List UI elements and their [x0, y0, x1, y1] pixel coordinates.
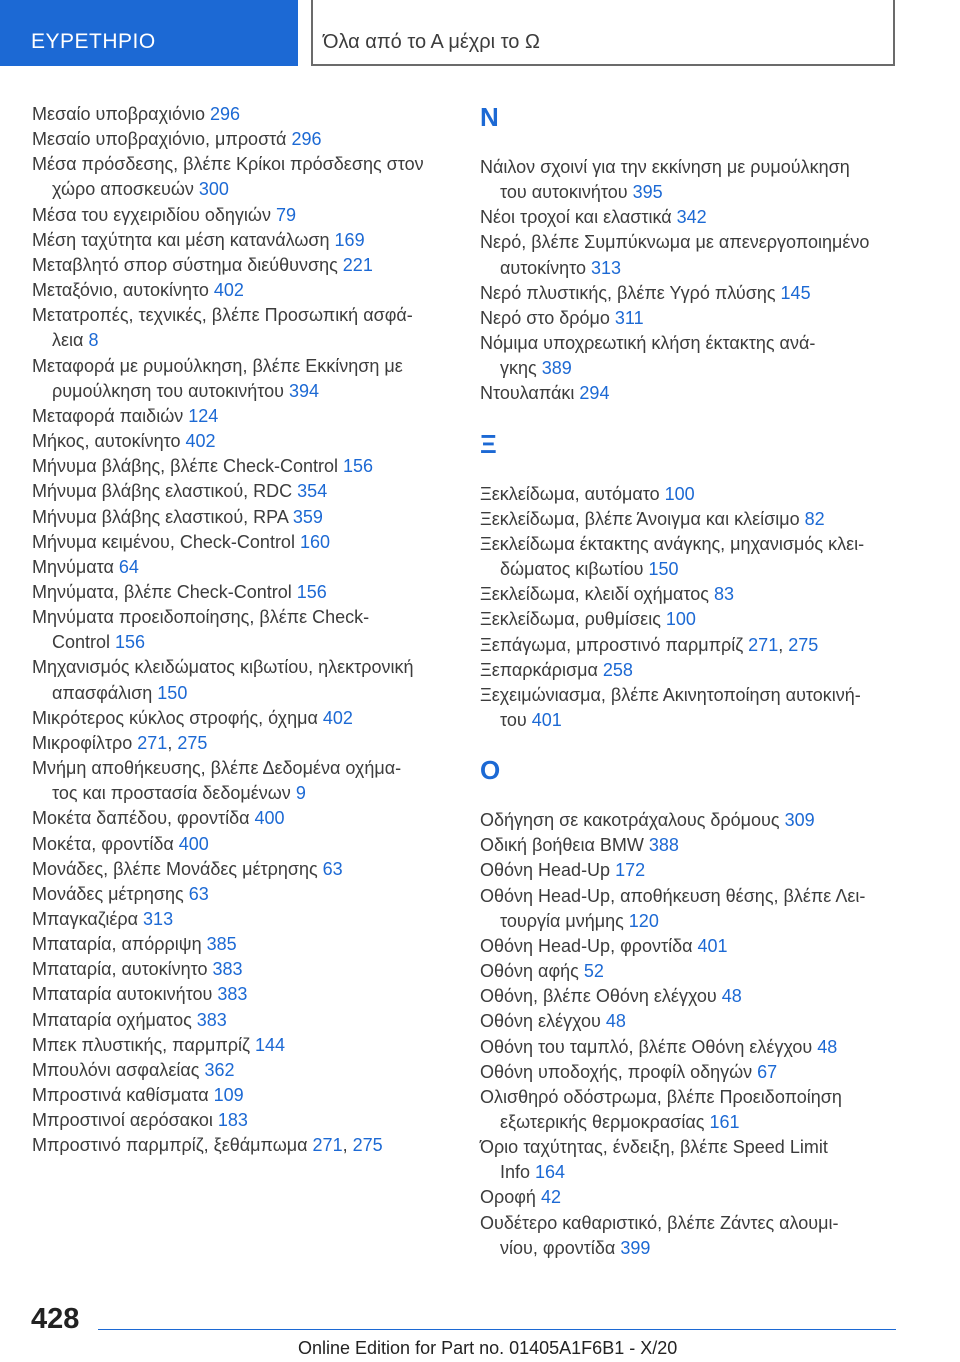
index-entry-text: Μνήμη αποθήκευσης, βλέπε Δεδομένα οχήμα- — [32, 758, 402, 779]
page-reference-link[interactable]: 294 — [579, 383, 610, 404]
index-entry — [480, 833, 900, 858]
index-entry-text: Οθόνη Head-Up, αποθήκευση θέσης, βλέπε Λει- — [480, 885, 866, 906]
index-entry — [480, 934, 900, 959]
index-entry-text: Μπαταρία, αυτοκίνητο — [32, 959, 213, 980]
index-entry — [32, 832, 452, 857]
index-entry — [480, 582, 900, 607]
index-entry-text: αυτοκίνητο — [500, 257, 591, 278]
page-reference-link[interactable]: 63 — [322, 858, 343, 879]
index-entry — [32, 806, 452, 831]
page-reference-link[interactable]: 402 — [322, 707, 353, 728]
page-reference-link[interactable]: 401 — [531, 709, 562, 730]
page-reference-link[interactable]: 109 — [213, 1085, 244, 1106]
index-entry-text: Οθόνη υποδοχής, προφίλ οδηγών — [480, 1061, 758, 1082]
page-reference-link[interactable]: 156 — [343, 456, 374, 477]
page-reference-link[interactable]: 100 — [664, 483, 695, 504]
index-entry-text: Μοκέτα δαπέδου, φροντίδα — [32, 808, 255, 829]
index-entry-text: Μηνύματα προειδοποίησης, βλέπε Check- — [32, 607, 370, 628]
index-entry — [32, 454, 452, 479]
index-entry — [480, 306, 900, 331]
index-entry — [32, 479, 452, 504]
index-entry — [32, 982, 452, 1007]
index-entry — [32, 555, 452, 580]
page-reference-link[interactable]: 124 — [188, 405, 219, 426]
page-reference-link[interactable]: 63 — [188, 883, 209, 904]
index-entry — [32, 1108, 452, 1133]
index-entry-text: Οδική βοήθεια BMW — [480, 835, 649, 856]
index-entry-text: Μπροστινοί αερόσακοι — [32, 1110, 218, 1131]
index-entry-text: Ξεκλείδωμα, ρυθμίσεις — [480, 609, 666, 630]
index-entry-text: Μέσα του εγχειριδίου οδηγιών — [32, 204, 276, 225]
index-entry-text: Μήνυμα κειμένου, Check-Control — [32, 531, 300, 552]
index-entry — [480, 281, 900, 306]
page-reference-link[interactable]: 313 — [143, 909, 174, 929]
index-entry-text: Μοκέτα, φροντίδα — [32, 833, 179, 854]
index-entry — [480, 858, 900, 883]
index-entry — [480, 607, 900, 632]
index-entry — [32, 731, 452, 756]
index-entry-text: Μήνυμα βλάβης ελαστικού, RDC — [32, 481, 298, 502]
page-reference-link[interactable]: 156 — [296, 581, 327, 602]
page-reference-link[interactable]: 160 — [299, 531, 330, 552]
page-reference-link[interactable]: 150 — [648, 559, 679, 580]
index-entry-text: Info — [500, 1162, 536, 1183]
index-entry — [480, 808, 900, 833]
page-reference-link[interactable]: 401 — [697, 935, 728, 956]
page-reference-link[interactable]: 313 — [591, 257, 622, 278]
index-entry — [480, 884, 900, 934]
index-entry-text: Ολισθηρό οδόστρωμα, βλέπε Προειδοποίηση — [480, 1086, 842, 1107]
index-entry — [32, 706, 452, 731]
index-entry-text: Ξεχειμώνιασμα, βλέπε Ακινητοποίηση αυτοκινή- — [480, 684, 861, 705]
index-entry — [32, 1133, 452, 1158]
page-reference-link[interactable]: 271 — [748, 634, 779, 655]
index-entry — [480, 155, 900, 205]
index-entry-text: Οδήγηση σε κακοτράχαλους δρόμους — [480, 810, 785, 831]
index-entry — [480, 959, 900, 984]
index-entry-text: του — [500, 709, 532, 730]
index-entry-text: χώρο αποσκευών — [52, 179, 199, 200]
index-entry — [480, 633, 900, 658]
index-entry — [32, 1058, 452, 1083]
page-reference-link[interactable]: 354 — [297, 481, 328, 502]
page-reference-link[interactable]: 275 — [177, 732, 208, 753]
index-entry-text: Control — [52, 632, 116, 653]
index-entry-text: Νάιλον σχοινί για την εκκίνηση με ρυμούλκηση — [480, 157, 850, 177]
index-entry — [32, 907, 452, 932]
index-entry-text: Μπαταρία οχήματος — [32, 1009, 197, 1030]
index-entry-text: Μηχανισμός κλειδώματος κιβωτίου, ηλεκτρονική — [32, 657, 414, 678]
index-entry-text: Οθόνη αφής — [480, 961, 584, 982]
index-entry-text: Οθόνη Head-Up — [480, 860, 616, 881]
page-reference-link[interactable]: 275 — [352, 1135, 383, 1156]
index-entry-text: Μεταφορά με ρυμούλκηση, βλέπε Εκκίνηση με — [32, 355, 403, 376]
index-entry-text: Μήκος, αυτοκίνητο — [32, 431, 186, 452]
index-entry-text: γκης — [500, 358, 542, 379]
page-reference-link[interactable]: 183 — [217, 1110, 248, 1131]
page-number: 428 — [31, 1303, 80, 1335]
page-reference-link[interactable]: 383 — [196, 1009, 227, 1030]
page-reference-link[interactable]: 67 — [757, 1061, 778, 1082]
ref-separator: , — [778, 634, 789, 655]
index-entry — [32, 228, 452, 253]
index-entry-text: Μήνυμα βλάβης ελαστικού, RPA — [32, 506, 293, 527]
page-reference-link[interactable]: 402 — [213, 280, 244, 301]
page-reference-link[interactable]: 383 — [212, 959, 243, 980]
index-entry-text: Μπροστινά καθίσματα — [32, 1085, 214, 1106]
index-entry-text: Νερό στο δρόμο — [480, 307, 615, 328]
page-reference-link[interactable]: 120 — [628, 910, 659, 931]
index-entry-text: Μικροφίλτρο — [32, 732, 138, 753]
page-reference-link[interactable]: 296 — [291, 129, 322, 150]
page-reference-link[interactable]: 389 — [541, 358, 572, 379]
page-title: Όλα από το Α μέχρι το Ω — [311, 0, 895, 66]
page-reference-link[interactable]: 8 — [88, 330, 99, 351]
page-reference-link[interactable]: 145 — [780, 282, 811, 303]
index-entry-text: τος και προστασία δεδομένων — [52, 783, 296, 804]
page-reference-link[interactable]: 82 — [804, 508, 825, 529]
index-entry — [32, 530, 452, 555]
index-entry — [32, 655, 452, 705]
page-reference-link[interactable]: 156 — [115, 632, 146, 653]
index-column-right — [480, 102, 900, 1261]
index-entry — [480, 331, 900, 381]
page-reference-link[interactable]: 388 — [648, 835, 679, 856]
index-entry-text: Μπαταρία, απόρριψη — [32, 934, 207, 955]
page-reference-link[interactable]: 359 — [292, 506, 323, 527]
index-entry — [32, 127, 452, 152]
index-entry-text: Μήνυμα βλάβης, βλέπε Check-Control — [32, 456, 344, 477]
index-entry-text: Μέσα πρόσδεσης, βλέπε Κρίκοι πρόσδεσης στον — [32, 154, 424, 175]
page-reference-link[interactable]: 9 — [295, 783, 306, 804]
index-entry-text: Μεταφορά παιδιών — [32, 405, 189, 426]
edition-text: Online Edition for Part no. 01405A1F6B1 - X/20 — [298, 1338, 678, 1358]
index-entry — [32, 1033, 452, 1058]
index-entry-text: Μπαταρία αυτοκινήτου — [32, 984, 218, 1005]
index-entry-text: Ξεπαρκάρισμα — [480, 659, 603, 680]
page-reference-link[interactable]: 271 — [137, 732, 168, 753]
page-reference-link[interactable]: 394 — [289, 380, 320, 401]
index-entry — [480, 230, 900, 280]
page-reference-link[interactable]: 395 — [632, 182, 663, 203]
index-entry-text: Ουδέτερο καθαριστικό, βλέπε Ζάντες αλουμι- — [480, 1212, 839, 1233]
index-entry-text: εξωτερικής θερμοκρασίας — [500, 1112, 710, 1132]
page-reference-link[interactable]: 385 — [206, 934, 237, 955]
index-entry-text: Οθόνη του ταμπλό, βλέπε Οθόνη ελέγχου — [480, 1036, 818, 1057]
index-tab[interactable]: ΕΥΡΕΤΗΡΙΟ — [0, 0, 298, 66]
index-entry-text: Μεταβλητό σπορ σύστημα διεύθυνσης — [32, 254, 343, 275]
index-entry — [480, 532, 900, 582]
index-entry — [480, 1135, 900, 1185]
index-entry-text: Ξεκλείδωμα έκτακτης ανάγκης, μηχανισμός κλει- — [480, 533, 865, 554]
index-column-left — [32, 102, 452, 1159]
index-entry — [480, 658, 900, 683]
index-entry — [32, 152, 452, 202]
index-entry-text: Μηνύματα, βλέπε Check-Control — [32, 581, 297, 602]
index-entry — [480, 1035, 900, 1060]
index-entry — [480, 1009, 900, 1034]
index-entry-text: Μετατροπές, τεχνικές, βλέπε Προσωπική ασφά- — [32, 305, 413, 326]
page-reference-link[interactable]: 258 — [602, 659, 633, 680]
index-entry — [32, 253, 452, 278]
page-reference-link[interactable]: 161 — [709, 1112, 740, 1132]
index-entry — [480, 1085, 900, 1135]
index-entry-text: του αυτοκινήτου — [500, 182, 633, 203]
page-reference-link[interactable]: 400 — [178, 833, 209, 854]
page-reference-link[interactable]: 42 — [540, 1187, 561, 1208]
page-reference-link[interactable]: 383 — [217, 984, 248, 1005]
index-entry — [32, 756, 452, 806]
page-reference-link[interactable]: 400 — [254, 808, 285, 829]
page-reference-link[interactable]: 309 — [784, 810, 815, 831]
ref-separator: , — [167, 732, 178, 753]
index-entry-text: Μπουλόνι ασφαλείας — [32, 1059, 205, 1080]
page-reference-link[interactable]: 79 — [275, 204, 296, 225]
index-entry — [32, 932, 452, 957]
index-entry-text: νίου, φροντίδα — [500, 1237, 621, 1258]
index-entry — [480, 482, 900, 507]
index-entry — [32, 278, 452, 303]
index-entry — [32, 404, 452, 429]
index-entry-text: Μπροστινό παρμπρίζ, ξεθάμπωμα — [32, 1135, 313, 1156]
section-letter: N — [480, 102, 499, 132]
index-entry — [32, 605, 452, 655]
index-entry — [480, 1060, 900, 1085]
index-entry-text: Μονάδες, βλέπε Μονάδες μέτρησης — [32, 858, 323, 879]
index-entry-text: Νερό, βλέπε Συμπύκνωμα με απενεργοποιημένο — [480, 232, 870, 253]
index-entry-text: Μεταξόνιο, αυτοκίνητο — [32, 280, 214, 301]
index-entry-text: Ξεπάγωμα, μπροστινό παρμπρίζ — [480, 634, 749, 655]
page-reference-link[interactable]: 399 — [620, 1237, 651, 1258]
index-entry — [32, 505, 452, 530]
page-reference-link[interactable]: 150 — [157, 682, 188, 703]
footer-divider — [98, 1329, 896, 1330]
index-entry — [480, 1185, 900, 1210]
index-entry-text: Νέοι τροχοί και ελαστικά — [480, 207, 677, 228]
index-entry — [32, 429, 452, 454]
index-entry-text: Ξεκλείδωμα, βλέπε Άνοιγμα και κλείσιμο — [480, 508, 805, 529]
index-entry-text: Νόμιμα υποχρεωτική κλήση έκτακτης ανά- — [480, 333, 816, 354]
index-entry-text: Οθόνη Head-Up, φροντίδα — [480, 935, 698, 956]
index-entry — [480, 205, 900, 230]
index-entry — [480, 984, 900, 1009]
index-entry-text: Όριο ταχύτητας, ένδειξη, βλέπε Speed Limit — [480, 1137, 828, 1158]
section-letter: O — [480, 755, 501, 786]
index-entry — [32, 354, 452, 404]
index-entry — [32, 580, 452, 605]
index-entry-text: Μεσαίο υποβραχιόνιο, μπροστά — [32, 129, 292, 150]
page-reference-link[interactable]: 48 — [721, 986, 742, 1007]
ref-separator: , — [342, 1135, 353, 1156]
index-entry-text: Νερό πλυστικής, βλέπε Υγρό πλύσης — [480, 282, 781, 303]
index-entry — [480, 507, 900, 532]
index-entry-text: Οθόνη, βλέπε Οθόνη ελέγχου — [480, 986, 722, 1007]
page-reference-link[interactable]: 100 — [665, 609, 696, 630]
page-reference-link[interactable]: 311 — [614, 307, 644, 328]
index-entry — [32, 303, 452, 353]
index-entry-text: λεια — [52, 330, 89, 351]
index-entry-text: Μικρότερος κύκλος στροφής, όχημα — [32, 707, 323, 728]
page-reference-link[interactable]: 83 — [713, 584, 734, 605]
index-entry-text: δώματος κιβωτίου — [500, 559, 649, 580]
index-entry-text: ρυμούλκηση του αυτοκινήτου — [52, 380, 289, 401]
index-entry — [32, 1083, 452, 1108]
index-entry-text: Μπεκ πλυστικής, παρμπρίζ — [32, 1034, 255, 1055]
page-reference-link[interactable]: 52 — [583, 961, 604, 982]
index-entry-text: Μπαγκαζιέρα — [32, 909, 144, 929]
index-entry-text: Μηνύματα — [32, 556, 119, 577]
index-entry-text: Ξεκλείδωμα, κλειδί οχήματος — [480, 584, 714, 605]
page-reference-link[interactable]: 48 — [605, 1011, 626, 1032]
index-entry — [32, 1008, 452, 1033]
index-entry-text: Ντουλαπάκι — [480, 383, 580, 404]
index-entry-text: απασφάλιση — [52, 682, 158, 703]
index-entry — [480, 1211, 900, 1261]
index-entry-text: Οθόνη ελέγχου — [480, 1011, 606, 1032]
index-entry-text: Μεσαίο υποβραχιόνιο — [32, 104, 211, 124]
page-reference-link[interactable]: 402 — [185, 431, 216, 452]
page-reference-link[interactable]: 362 — [204, 1059, 235, 1080]
page-reference-link[interactable]: 300 — [198, 179, 229, 200]
index-entry — [32, 102, 452, 127]
index-entry-text: τουργία μνήμης — [500, 910, 629, 931]
section-letter: Ξ — [480, 428, 497, 459]
page-reference-link[interactable]: 221 — [342, 254, 373, 275]
page-reference-link[interactable]: 342 — [676, 207, 707, 228]
page-reference-link[interactable]: 275 — [788, 634, 819, 655]
page-reference-link[interactable]: 48 — [817, 1036, 838, 1057]
page-reference-link[interactable]: 296 — [210, 104, 241, 124]
index-entry — [32, 203, 452, 228]
page-reference-link[interactable]: 271 — [312, 1135, 343, 1156]
page-reference-link[interactable]: 144 — [254, 1034, 285, 1055]
index-entry-text: Μέση ταχύτητα και μέση κατανάλωση — [32, 229, 335, 250]
header-bar — [0, 0, 960, 66]
index-entry-text: Οροφή — [480, 1187, 541, 1208]
page-reference-link[interactable]: 172 — [615, 860, 646, 881]
index-entry — [32, 882, 452, 907]
index-entry — [32, 957, 452, 982]
page-reference-link[interactable]: 64 — [118, 556, 139, 577]
page-reference-link[interactable]: 164 — [535, 1162, 566, 1183]
index-entry-text: Μονάδες μέτρησης — [32, 883, 189, 904]
index-entry — [32, 857, 452, 882]
index-entry-text: Ξεκλείδωμα, αυτόματο — [480, 483, 665, 504]
index-entry — [480, 381, 900, 406]
index-entry — [480, 683, 900, 733]
page-reference-link[interactable]: 169 — [334, 229, 365, 250]
